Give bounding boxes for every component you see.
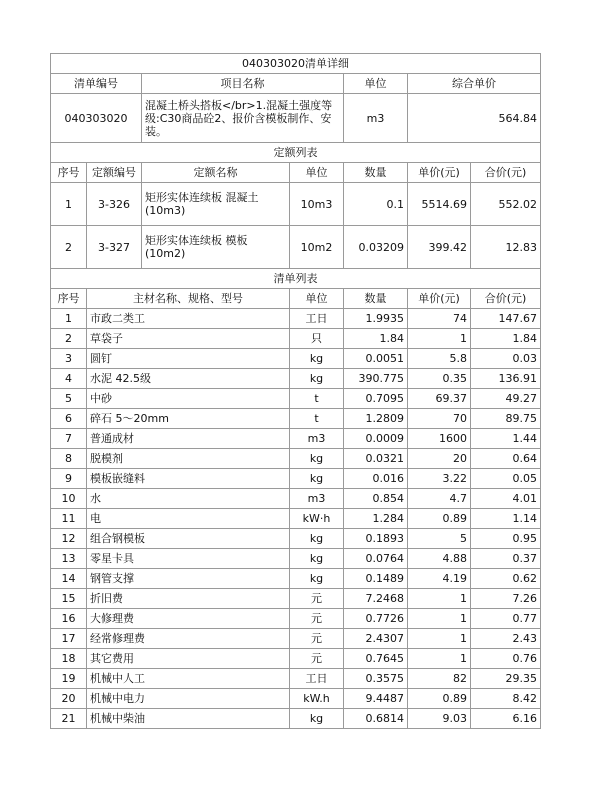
material-cell: 其它费用 xyxy=(87,649,290,669)
material-header-cell: 单价(元) xyxy=(408,289,471,309)
material-cell: 5.8 xyxy=(408,349,471,369)
material-section-title: 清单列表 xyxy=(51,269,541,289)
material-cell: 工日 xyxy=(290,309,344,329)
material-cell: 0.1489 xyxy=(344,569,408,589)
material-cell: 1.84 xyxy=(471,329,541,349)
material-cell: 1 xyxy=(51,309,87,329)
material-cell: 元 xyxy=(290,649,344,669)
bill-code: 040303020 xyxy=(51,94,142,143)
material-cell: 机械中电力 xyxy=(87,689,290,709)
material-cell: 70 xyxy=(408,409,471,429)
material-cell: 0.64 xyxy=(471,449,541,469)
material-row xyxy=(51,589,541,609)
material-cell: 20 xyxy=(51,689,87,709)
material-cell: 1 xyxy=(408,329,471,349)
material-cell: 18 xyxy=(51,649,87,669)
material-cell: 89.75 xyxy=(471,409,541,429)
material-cell: 17 xyxy=(51,629,87,649)
material-row xyxy=(51,609,541,629)
material-cell: 只 xyxy=(290,329,344,349)
material-row xyxy=(51,429,541,449)
material-cell: 市政二类工 xyxy=(87,309,290,329)
material-cell: 12 xyxy=(51,529,87,549)
material-row xyxy=(51,509,541,529)
material-header-cell: 主材名称、规格、型号 xyxy=(87,289,290,309)
material-cell: 11 xyxy=(51,509,87,529)
material-cell: 水泥 42.5级 xyxy=(87,369,290,389)
material-cell: 经常修理费 xyxy=(87,629,290,649)
material-cell: 0.7726 xyxy=(344,609,408,629)
material-cell: 折旧费 xyxy=(87,589,290,609)
material-cell: 0.6814 xyxy=(344,709,408,729)
quota-cell: 矩形实体连续板 模板(10m2) xyxy=(142,226,290,269)
material-row xyxy=(51,329,541,349)
material-cell: 49.27 xyxy=(471,389,541,409)
quota-cell: 3-326 xyxy=(87,183,142,226)
material-cell: 8 xyxy=(51,449,87,469)
material-row xyxy=(51,489,541,509)
material-cell: 69.37 xyxy=(408,389,471,409)
bill-name-header: 项目名称 xyxy=(142,74,344,94)
material-cell: 4.7 xyxy=(408,489,471,509)
quota-row xyxy=(51,183,541,226)
material-cell: 5 xyxy=(51,389,87,409)
material-cell: 1 xyxy=(408,589,471,609)
material-cell: 3 xyxy=(51,349,87,369)
material-cell: 390.775 xyxy=(344,369,408,389)
quota-cell: 5514.69 xyxy=(408,183,471,226)
material-cell: 工日 xyxy=(290,669,344,689)
material-cell: 0.03 xyxy=(471,349,541,369)
material-cell: kg xyxy=(290,449,344,469)
material-cell: 2.43 xyxy=(471,629,541,649)
material-cell: 1600 xyxy=(408,429,471,449)
material-row xyxy=(51,409,541,429)
material-cell: 7 xyxy=(51,429,87,449)
bill-unit: m3 xyxy=(344,94,408,143)
material-cell: 元 xyxy=(290,609,344,629)
material-cell: 74 xyxy=(408,309,471,329)
material-cell: 1.2809 xyxy=(344,409,408,429)
material-cell: 零星卡具 xyxy=(87,549,290,569)
material-cell: 1.84 xyxy=(344,329,408,349)
material-cell: 147.67 xyxy=(471,309,541,329)
material-row xyxy=(51,669,541,689)
material-cell: 2.4307 xyxy=(344,629,408,649)
quota-header-cell: 定额编号 xyxy=(87,163,142,183)
material-row xyxy=(51,349,541,369)
material-cell: 4.01 xyxy=(471,489,541,509)
material-cell: 1 xyxy=(408,609,471,629)
quota-cell: 3-327 xyxy=(87,226,142,269)
material-cell: 16 xyxy=(51,609,87,629)
material-cell: 0.0764 xyxy=(344,549,408,569)
material-cell: 4 xyxy=(51,369,87,389)
material-cell: 0.37 xyxy=(471,549,541,569)
material-header-row xyxy=(51,289,541,309)
material-row xyxy=(51,689,541,709)
material-cell: 0.0009 xyxy=(344,429,408,449)
material-cell: kg xyxy=(290,549,344,569)
material-row xyxy=(51,569,541,589)
material-cell: 19 xyxy=(51,669,87,689)
material-row xyxy=(51,529,541,549)
material-cell: 82 xyxy=(408,669,471,689)
material-cell: 0.05 xyxy=(471,469,541,489)
table-title: 040303020清单详细 xyxy=(51,54,541,74)
material-cell: 碎石 5～20mm xyxy=(87,409,290,429)
material-cell: 29.35 xyxy=(471,669,541,689)
material-cell: 0.89 xyxy=(408,509,471,529)
quota-header-cell: 合价(元) xyxy=(471,163,541,183)
material-cell: 20 xyxy=(408,449,471,469)
material-cell: 2 xyxy=(51,329,87,349)
material-cell: 组合钢模板 xyxy=(87,529,290,549)
material-cell: 0.35 xyxy=(408,369,471,389)
quota-header-cell: 单位 xyxy=(290,163,344,183)
material-cell: 10 xyxy=(51,489,87,509)
material-cell: kg xyxy=(290,709,344,729)
material-row xyxy=(51,549,541,569)
material-cell: 21 xyxy=(51,709,87,729)
material-cell: 1 xyxy=(408,629,471,649)
quota-header-cell: 单价(元) xyxy=(408,163,471,183)
material-cell: 电 xyxy=(87,509,290,529)
material-cell: 0.0051 xyxy=(344,349,408,369)
material-row xyxy=(51,709,541,729)
material-cell: 元 xyxy=(290,589,344,609)
material-cell: 14 xyxy=(51,569,87,589)
material-header-cell: 序号 xyxy=(51,289,87,309)
material-cell: 中砂 xyxy=(87,389,290,409)
material-row xyxy=(51,649,541,669)
material-row xyxy=(51,389,541,409)
material-row xyxy=(51,469,541,489)
material-cell: 1.14 xyxy=(471,509,541,529)
material-cell: 钢管支撑 xyxy=(87,569,290,589)
quota-cell: 399.42 xyxy=(408,226,471,269)
material-cell: 0.1893 xyxy=(344,529,408,549)
material-cell: 大修理费 xyxy=(87,609,290,629)
material-cell: m3 xyxy=(290,429,344,449)
material-cell: 机械中人工 xyxy=(87,669,290,689)
material-cell: 9 xyxy=(51,469,87,489)
material-cell: kg xyxy=(290,529,344,549)
material-cell: 0.0321 xyxy=(344,449,408,469)
material-cell: 圆钉 xyxy=(87,349,290,369)
quota-cell: 矩形实体连续板 混凝土(10m3) xyxy=(142,183,290,226)
material-cell: 0.89 xyxy=(408,689,471,709)
quota-section-title: 定额列表 xyxy=(51,143,541,163)
material-cell: 9.4487 xyxy=(344,689,408,709)
material-cell: 4.19 xyxy=(408,569,471,589)
material-cell: 15 xyxy=(51,589,87,609)
material-cell: 7.2468 xyxy=(344,589,408,609)
material-cell: 3.22 xyxy=(408,469,471,489)
quota-cell: 2 xyxy=(51,226,87,269)
material-cell: 0.77 xyxy=(471,609,541,629)
material-cell: m3 xyxy=(290,489,344,509)
material-cell: kg xyxy=(290,569,344,589)
material-cell: 0.016 xyxy=(344,469,408,489)
material-row xyxy=(51,449,541,469)
material-row xyxy=(51,309,541,329)
bill-price-header: 综合单价 xyxy=(408,74,541,94)
quota-cell: 10m3 xyxy=(290,183,344,226)
material-cell: kg xyxy=(290,469,344,489)
material-cell: 6 xyxy=(51,409,87,429)
material-cell: t xyxy=(290,409,344,429)
bill-name: 混凝土桥头搭板</br>1.混凝土强度等级:C30商品砼2、报价含模板制作、安装。 xyxy=(142,94,344,143)
material-cell: 13 xyxy=(51,549,87,569)
material-cell: 0.95 xyxy=(471,529,541,549)
bill-unit-header: 单位 xyxy=(344,74,408,94)
quota-cell: 12.83 xyxy=(471,226,541,269)
material-header-cell: 数量 xyxy=(344,289,408,309)
material-cell: kg xyxy=(290,349,344,369)
material-cell: 水 xyxy=(87,489,290,509)
quota-header-cell: 数量 xyxy=(344,163,408,183)
material-cell: 5 xyxy=(408,529,471,549)
material-cell: 1 xyxy=(408,649,471,669)
quota-header-cell: 定额名称 xyxy=(142,163,290,183)
material-cell: 6.16 xyxy=(471,709,541,729)
quota-cell: 1 xyxy=(51,183,87,226)
quota-cell: 10m2 xyxy=(290,226,344,269)
material-cell: 元 xyxy=(290,629,344,649)
material-row xyxy=(51,369,541,389)
quota-row xyxy=(51,226,541,269)
material-cell: 0.7645 xyxy=(344,649,408,669)
material-cell: kW·h xyxy=(290,509,344,529)
material-cell: 模板嵌缝料 xyxy=(87,469,290,489)
quota-cell: 0.1 xyxy=(344,183,408,226)
bill-code-header: 清单编号 xyxy=(51,74,142,94)
material-cell: kW.h xyxy=(290,689,344,709)
bill-price: 564.84 xyxy=(408,94,541,143)
material-cell: 机械中柴油 xyxy=(87,709,290,729)
material-cell: 1.284 xyxy=(344,509,408,529)
quota-header-row xyxy=(51,163,541,183)
material-cell: 普通成材 xyxy=(87,429,290,449)
material-cell: 0.76 xyxy=(471,649,541,669)
quota-cell: 0.03209 xyxy=(344,226,408,269)
material-header-cell: 合价(元) xyxy=(471,289,541,309)
material-cell: 8.42 xyxy=(471,689,541,709)
bill-detail-table xyxy=(50,53,541,729)
material-cell: 4.88 xyxy=(408,549,471,569)
material-cell: 脱模剂 xyxy=(87,449,290,469)
material-cell: 9.03 xyxy=(408,709,471,729)
material-cell: 1.9935 xyxy=(344,309,408,329)
quota-cell: 552.02 xyxy=(471,183,541,226)
material-cell: 0.854 xyxy=(344,489,408,509)
quota-header-cell: 序号 xyxy=(51,163,87,183)
material-cell: 0.7095 xyxy=(344,389,408,409)
material-row xyxy=(51,629,541,649)
material-cell: 草袋子 xyxy=(87,329,290,349)
material-cell: 1.44 xyxy=(471,429,541,449)
material-cell: kg xyxy=(290,369,344,389)
material-cell: 0.3575 xyxy=(344,669,408,689)
material-header-cell: 单位 xyxy=(290,289,344,309)
material-cell: 136.91 xyxy=(471,369,541,389)
material-cell: 0.62 xyxy=(471,569,541,589)
material-cell: t xyxy=(290,389,344,409)
material-cell: 7.26 xyxy=(471,589,541,609)
